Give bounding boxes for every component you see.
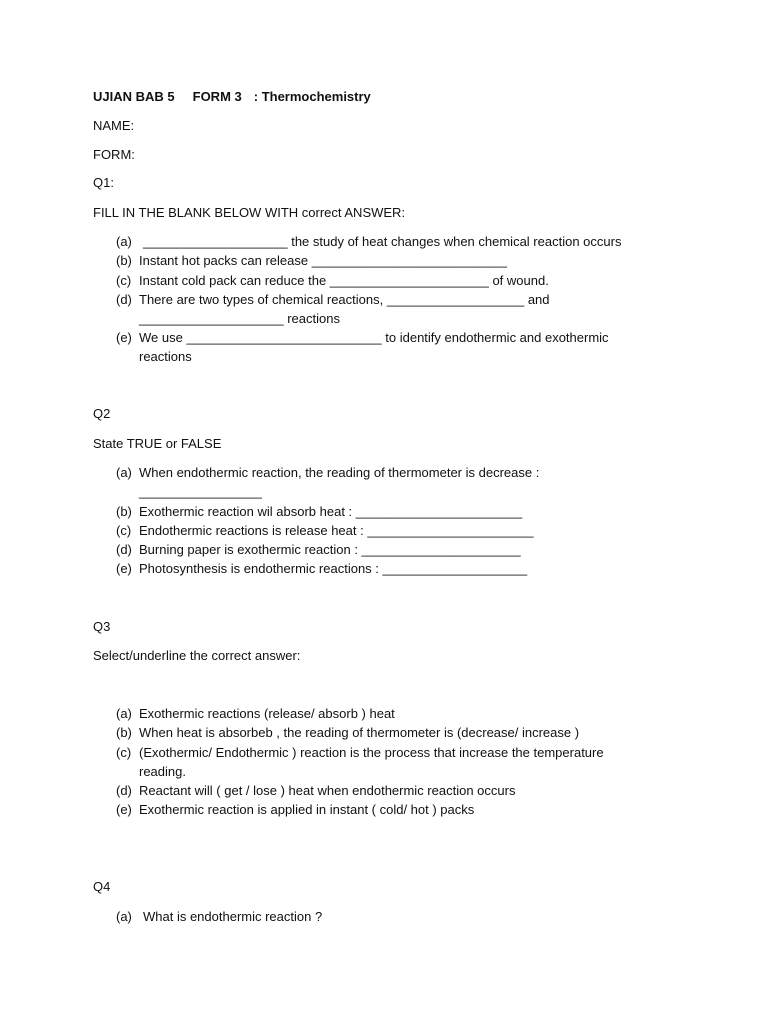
item-label: (e) bbox=[116, 561, 132, 576]
item-label: (b) bbox=[116, 253, 132, 268]
q1-instruction: FILL IN THE BLANK BELOW WITH correct ANSWER: bbox=[93, 205, 406, 220]
q3-item-b bbox=[116, 723, 675, 742]
q1-item-a bbox=[116, 232, 675, 251]
topic: : Thermochemistry bbox=[253, 89, 371, 104]
item-label: (a) bbox=[116, 909, 132, 924]
q2-item-b bbox=[116, 502, 675, 521]
item-label: (b) bbox=[116, 725, 132, 740]
q1-item-b bbox=[116, 251, 675, 270]
page-title bbox=[93, 88, 371, 106]
item-text: Reactant will ( get / lose ) heat when endothermic reaction occurs bbox=[139, 783, 516, 798]
item-text: Instant cold pack can reduce the ______________________ of wound. bbox=[139, 273, 549, 288]
item-text-continued: reading. bbox=[139, 764, 186, 779]
item-label: (d) bbox=[116, 783, 132, 798]
item-text: ____________________ the study of heat changes when chemical reaction occurs bbox=[143, 234, 622, 249]
item-label: (b) bbox=[116, 504, 132, 519]
item-text: Exothermic reaction is applied in instant ( cold/ hot ) packs bbox=[139, 802, 475, 817]
item-text-continued: reactions bbox=[139, 349, 192, 364]
q2-item-a bbox=[116, 463, 675, 501]
q2-item-d bbox=[116, 540, 675, 559]
item-text: We use ___________________________ to identify endothermic and exothermic bbox=[139, 330, 609, 345]
form-field: FORM: bbox=[93, 147, 135, 162]
form-level: FORM 3 bbox=[192, 89, 242, 104]
q2-item-c bbox=[116, 521, 675, 540]
item-label: (d) bbox=[116, 542, 132, 557]
q3-label: Q3 bbox=[93, 619, 111, 634]
q2-label: Q2 bbox=[93, 406, 111, 421]
q3-item-e bbox=[116, 800, 675, 819]
item-label: (e) bbox=[116, 802, 132, 817]
item-text: Exothermic reactions (release/ absorb ) heat bbox=[139, 706, 395, 721]
item-text-continued: ____________________ reactions bbox=[139, 311, 340, 326]
name-field: NAME: bbox=[93, 118, 135, 133]
q1-label: Q1: bbox=[93, 175, 114, 190]
q3-item-d bbox=[116, 781, 675, 800]
item-text: Endothermic reactions is release heat : _______________________ bbox=[139, 523, 534, 538]
q3-instruction: Select/underline the correct answer: bbox=[93, 648, 301, 663]
item-label: (e) bbox=[116, 330, 132, 345]
item-text: Photosynthesis is endothermic reactions : ____________________ bbox=[139, 561, 528, 576]
item-text: What is endothermic reaction ? bbox=[143, 909, 323, 924]
q1-item-e bbox=[116, 328, 675, 366]
item-label: (c) bbox=[116, 523, 132, 538]
item-text: When heat is absorbeb , the reading of thermometer is (decrease/ increase ) bbox=[139, 725, 580, 740]
item-text: Exothermic reaction wil absorb heat : _______________________ bbox=[139, 504, 523, 519]
q2-item-e bbox=[116, 559, 675, 578]
test-name: UJIAN BAB 5 bbox=[93, 89, 175, 104]
item-label: (c) bbox=[116, 273, 132, 288]
q3-item-a bbox=[116, 704, 675, 723]
q1-item-c bbox=[116, 271, 675, 290]
item-label: (a) bbox=[116, 234, 132, 249]
item-text: When endothermic reaction, the reading of thermometer is decrease : bbox=[139, 465, 540, 480]
q4-item-a bbox=[116, 907, 675, 926]
item-label: (d) bbox=[116, 292, 132, 307]
item-text: Burning paper is exothermic reaction : ______________________ bbox=[139, 542, 521, 557]
item-text: Instant hot packs can release ___________________________ bbox=[139, 253, 507, 268]
item-label: (a) bbox=[116, 465, 132, 480]
q4-label: Q4 bbox=[93, 879, 111, 894]
item-label: (c) bbox=[116, 745, 132, 760]
item-text: There are two types of chemical reactions, ___________________ and bbox=[139, 292, 550, 307]
q3-item-c bbox=[116, 743, 675, 781]
item-text: (Exothermic/ Endothermic ) reaction is the process that increase the temperature bbox=[139, 745, 604, 760]
item-label: (a) bbox=[116, 706, 132, 721]
item-text-continued: _________________ bbox=[139, 484, 262, 499]
q2-instruction: State TRUE or FALSE bbox=[93, 436, 222, 451]
q1-item-d bbox=[116, 290, 675, 328]
